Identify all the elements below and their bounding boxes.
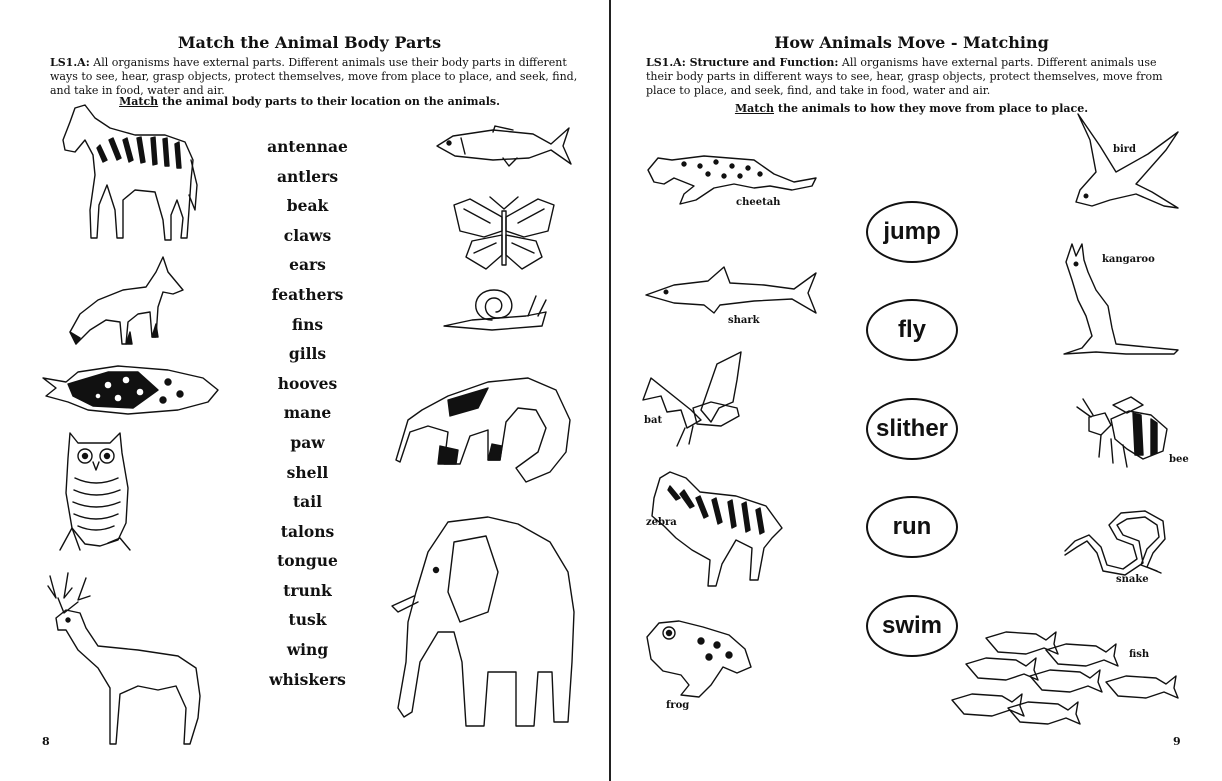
label-zebra: zebra — [646, 517, 677, 528]
word-beak: beak — [286, 196, 329, 215]
label-fish: fish — [1129, 649, 1150, 660]
left-page-number: 8 — [42, 735, 50, 748]
right-standard — [646, 56, 1186, 98]
word-gills: gills — [288, 344, 327, 363]
movement-oval-swim: swim — [866, 595, 958, 657]
shark-illustration — [644, 265, 819, 315]
left-instruction-keyword: Match — [119, 95, 159, 108]
word-antennae: antennae — [267, 137, 348, 156]
fox-illustration — [68, 252, 188, 352]
word-ears: ears — [289, 255, 326, 274]
running-zebra-illustration — [646, 468, 786, 588]
word-hooves: hooves — [277, 374, 338, 393]
word-tail: tail — [293, 492, 322, 511]
deer-illustration — [38, 568, 208, 748]
left-instruction-rest: the animal body parts to their location on the animals. — [162, 95, 500, 108]
zebra-illustration — [55, 100, 200, 245]
word-shell: shell — [286, 463, 329, 482]
label-frog: frog — [666, 700, 690, 711]
movement-oval-jump: jump — [866, 201, 958, 263]
word-talons: talons — [280, 522, 335, 541]
fish-illustration — [433, 118, 575, 168]
word-tusk: tusk — [288, 610, 327, 629]
word-feathers: feathers — [271, 285, 344, 304]
left-page — [0, 0, 609, 781]
right-page — [611, 0, 1222, 781]
fish-school-illustration — [946, 628, 1181, 728]
label-bird: bird — [1113, 144, 1137, 155]
owl-illustration — [60, 428, 135, 553]
label-cheetah: cheetah — [736, 197, 781, 208]
movement-oval-run: run — [866, 496, 958, 558]
snake-illustration — [1061, 505, 1171, 575]
bat-illustration — [641, 350, 746, 450]
right-instruction-keyword: Match — [734, 102, 775, 115]
right-standard-code: LS1.A: Structure and Function: — [646, 56, 839, 69]
label-kangaroo: kangaroo — [1102, 254, 1155, 265]
left-standard-code: LS1.A: — [50, 56, 90, 69]
word-trunk: trunk — [283, 581, 332, 600]
word-fins: fins — [291, 315, 324, 334]
word-wing: wing — [286, 640, 329, 659]
word-antlers: antlers — [276, 167, 339, 186]
snail-illustration — [442, 286, 550, 332]
label-snake: snake — [1116, 574, 1149, 585]
frog-illustration — [641, 615, 756, 700]
cheetah-illustration — [644, 148, 819, 208]
bee-illustration — [1071, 395, 1171, 470]
seal-illustration — [38, 360, 223, 420]
word-whiskers: whiskers — [269, 670, 346, 689]
anteater-illustration — [388, 360, 578, 485]
left-standard-text: All organisms have external parts. Different animals use their body parts in different ways to see, hear, grasp objects, protect themselves, move from place to place, and seek, find, and take in food, water and air. — [50, 56, 578, 97]
word-claws: claws — [283, 226, 332, 245]
label-bee: bee — [1169, 454, 1189, 465]
right-standard-text: All organisms have external parts. Different animals use their body parts in different ways to see, hear, grasp objects, protect themselves, move from place to place, and seek, find, and take in food, water and air. — [646, 56, 1163, 97]
word-tongue: tongue — [277, 551, 338, 570]
left-page-title: Match the Animal Body Parts — [177, 33, 442, 52]
label-shark: shark — [728, 315, 760, 326]
bird-illustration — [1066, 110, 1181, 215]
elephant-illustration — [388, 512, 578, 732]
right-page-title: How Animals Move - Matching — [774, 33, 1049, 52]
word-mane: mane — [283, 403, 332, 422]
movement-oval-slither: slither — [866, 398, 958, 460]
movement-oval-fly: fly — [866, 299, 958, 361]
right-instruction-rest: the animals to how they move from place to place. — [777, 102, 1089, 115]
right-page-number: 9 — [1173, 735, 1181, 748]
word-paw: paw — [290, 433, 325, 452]
label-bat: bat — [644, 415, 663, 426]
left-standard — [50, 56, 580, 98]
butterfly-illustration — [450, 195, 558, 271]
